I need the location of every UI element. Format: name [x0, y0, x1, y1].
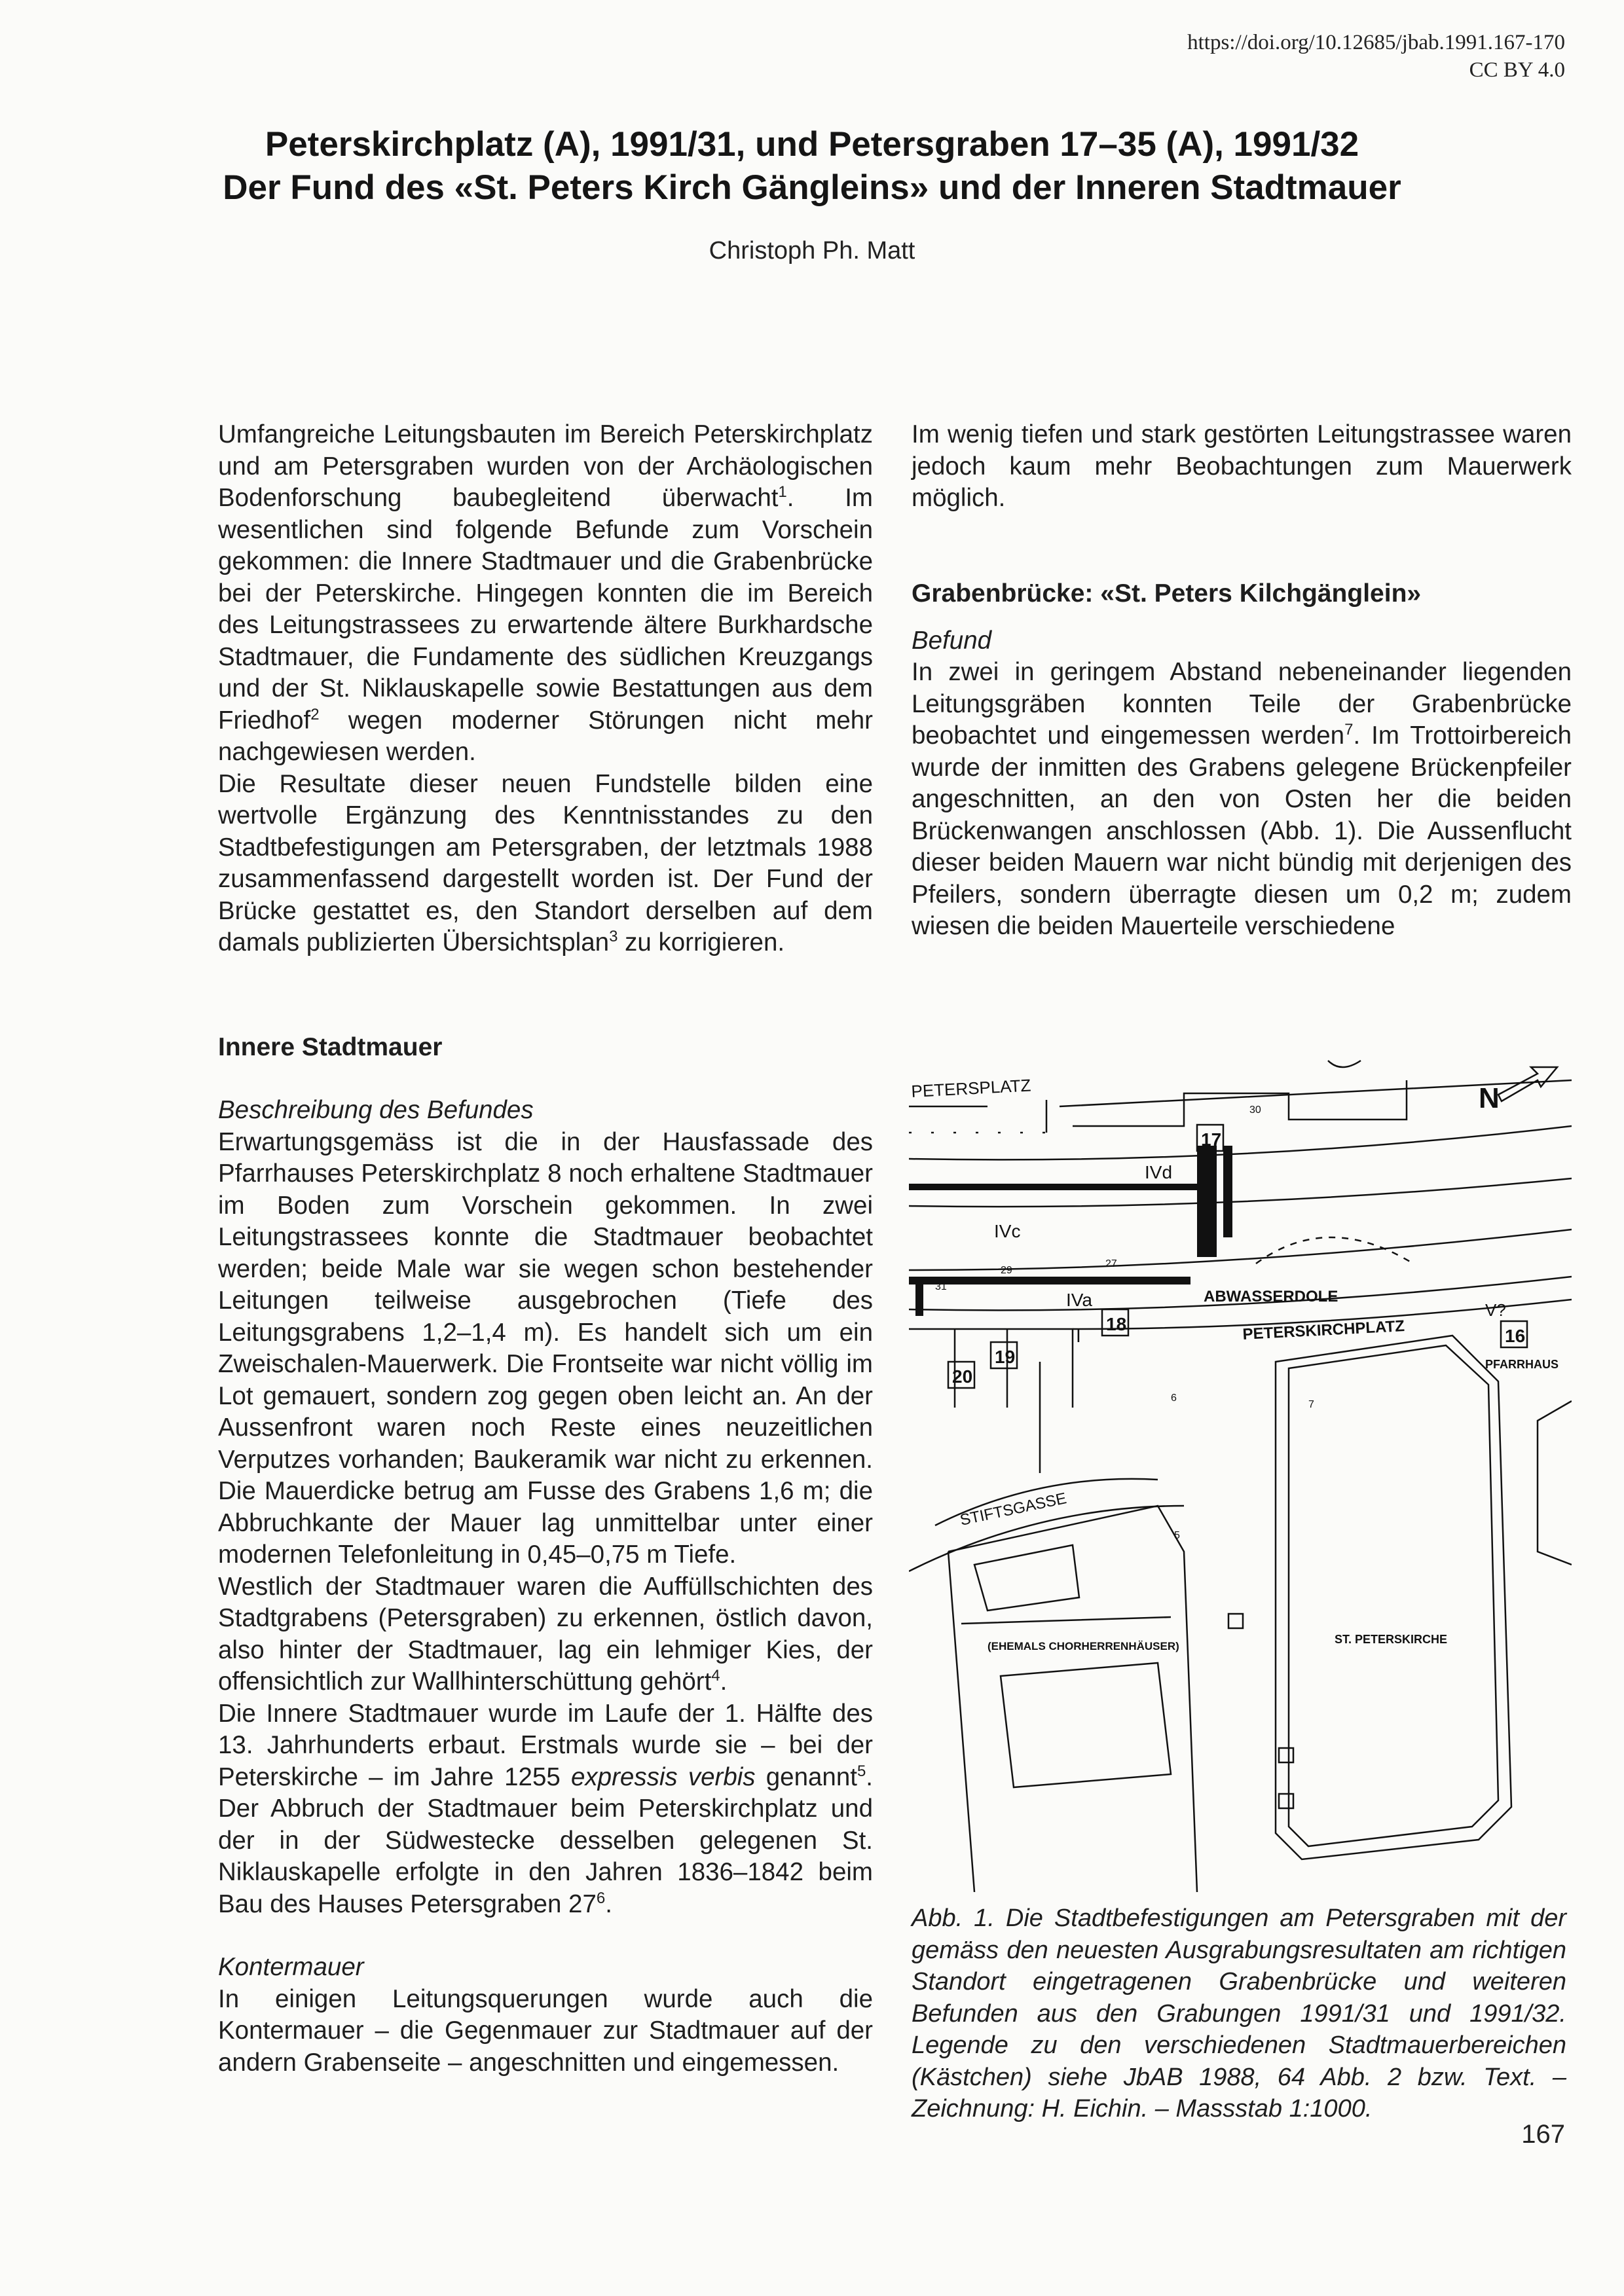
stadtmauer-column	[218, 1032, 873, 2079]
footnote-ref: 2	[310, 705, 320, 723]
page-number: 167	[1521, 2120, 1565, 2149]
label-ivc: IVc	[994, 1221, 1021, 1241]
label-chorherrenhaeuser: (EHEMALS CHORHERRENHÄUSER)	[987, 1640, 1179, 1652]
label-stiftsgasse: STIFTSGASSE	[958, 1489, 1069, 1529]
label-peterskirchplatz: PETERSKIRCHPLATZ	[1242, 1317, 1405, 1343]
label-v: V?	[1485, 1300, 1506, 1320]
stadtmauer-paragraph-1: Erwartungsgemäss ist die in der Hausfassade des Pfarrhauses Peterskirchplatz 8 noch erhaltene Stadtmauer im Boden zum Vorschein gekommen. In zwei Leitungstrassees konnte die Stadtmauer beobachtet werden; beide Male war sie wegen schon bestehender Leitungen teilweise ausgebrochen (Tiefe des Leitungsgrabens 1,2–1,4 m). Es handelt sich um ein Zweischalen-Mauerwerk. Die Frontseite war nicht völlig im Lot gemauert, sondern zog gegen oben leicht an. An der Aussenfront waren noch Reste eines neuzeitlichen Verputzes vorhanden; Baukeramik war nicht zu erkennen. Die Mauerdicke betrug am Fusse des Grabens 1,6 m; die Abbruchkante der Mauer lag unmittelbar unter einer modernen Telefonleitung in 0,45–0,75 m Tiefe.	[218, 1127, 873, 1569]
subheading-kontermauer: Kontermauer	[218, 1953, 364, 1981]
bridge-wall-horizontal-2	[909, 1277, 1190, 1285]
author-name: Christoph Ph. Matt	[709, 237, 915, 264]
site-plan-figure	[909, 1054, 1572, 1892]
intro-column	[218, 419, 873, 959]
marker-square	[1228, 1614, 1243, 1628]
label-n5: 5	[1174, 1530, 1180, 1541]
marker-square	[1279, 1794, 1293, 1808]
arc-top	[1328, 1061, 1361, 1067]
label-pfarrhaus: PFARRHAUS	[1485, 1358, 1559, 1371]
label-ivd: IVd	[1145, 1162, 1173, 1182]
section-heading-stadtmauer: Innere Stadtmauer	[218, 1033, 443, 1061]
title-line-1: Peterskirchplatz (A), 1991/31, und Petersgraben 17–35 (A), 1991/32	[265, 125, 1359, 164]
bridge-wall-vertical	[1223, 1146, 1232, 1237]
graben-line-lower	[909, 1178, 1572, 1207]
church-inner	[1289, 1345, 1498, 1846]
doi-header	[1187, 29, 1565, 84]
label-n7: 7	[1308, 1399, 1314, 1410]
label-n30: 30	[1249, 1104, 1261, 1116]
box-label-20: 20	[952, 1366, 973, 1387]
label-iva: IVa	[1066, 1290, 1092, 1310]
label-n29: 29	[1001, 1265, 1012, 1276]
footnote-ref: 7	[1344, 721, 1354, 739]
chorherren-block	[948, 1506, 1197, 1892]
subheading-beschreibung: Beschreibung des Befundes	[218, 1096, 534, 1124]
intro-paragraph-2: Die Resultate dieser neuen Fundstelle bilden eine wertvolle Ergänzung des Kenntnisstandes zu den Stadtbefestigungen am Petersgraben, der letztmals 1988 zusammenfassend dargestellt worden ist. Der Fund der Brücke gestattet es, den Standort derselben auf dem damals publizierten Übersichtsplan$^3$ zu korrigieren.	[218, 769, 873, 957]
label-n31: 31	[935, 1281, 947, 1292]
chorherren-inner	[974, 1545, 1171, 1787]
bridge-pier	[1197, 1146, 1217, 1257]
north-label: N	[1479, 1082, 1500, 1114]
footnote-ref: 4	[711, 1667, 720, 1685]
footnote-ref: 6	[596, 1889, 606, 1907]
stadtmauer-paragraph-3: Die Innere Stadtmauer wurde im Laufe der 1. Hälfte des 13. Jahrhunderts erbaut. Erstmals wurde sie – bei der Peterskirche – im Jahre 1255 expressis verbis genannt$^5$. Der Abbruch der Stadtmauer beim Peterskirchplatz und der in der Südwestecke desselben gelegenen St. Niklauskapelle erfolgte in den Jahren 1836–1842 beim Bau des Hauses Petersgraben $27^6$.	[218, 1699, 873, 1918]
license-label: CC BY 4.0	[1469, 58, 1565, 82]
graben-line-upper	[909, 1126, 1572, 1159]
bridge-wall-left	[915, 1277, 923, 1316]
right-top-column	[912, 419, 1572, 943]
right-paragraph-2: In zwei in geringem Abstand nebeneinander liegenden Leitungsgräben konnten Teile der Grabenbrücke beobachtet und eingemessen werden$^7$. Im Trottoirbereich wurde der inmitten des Grabens gelegene Brückenpfeiler angeschnitten, an den von Osten her die beiden Brückenwangen anschlossen (Abb. 1). Die Aussenflucht dieser beiden Mauern war nicht bündig mit derjenigen des Pfeilers, sondern überragte diesen um 0,2 m; zudem wiesen die beiden Mauerteile verschiedene	[912, 658, 1572, 940]
stadtmauer-paragraph-4: In einigen Leitungsquerungen wurde auch die Kontermauer – die Gegenmauer zur Stadtmauer auf der andern Grabenseite – angeschnitten und eingemessen.	[218, 1984, 873, 2077]
figure-caption: Abb. 1. Die Stadtbefestigungen am Petersgraben mit der gemäss den neuesten Ausgrabungsresultaten am richtigen Standort eingetragenen Grabenbrücke und weiteren Befunden aus den Grabungen 1991/31 und 1991/32. Legende zu den verschiedenen Stadtmauerbereichen (Kästchen) siehe JbAB 1988, 64 Abb. 2 bzw. Text. – Zeichnung: H. Eichin. – Massstab 1:1000.	[912, 1904, 1566, 2123]
marker-square	[1279, 1748, 1293, 1762]
box-label-19: 19	[995, 1347, 1016, 1367]
box-label-16: 16	[1505, 1326, 1526, 1346]
bridge-wall-horizontal	[909, 1184, 1210, 1190]
label-n6: 6	[1171, 1393, 1177, 1404]
north-arrow	[1479, 1067, 1557, 1114]
title-line-2: Der Fund des «St. Peters Kirch Gängleins» und der Inneren Stadtmauer	[223, 168, 1401, 207]
intro-paragraph-1: Umfangreiche Leitungsbauten im Bereich Peterskirchplatz und am Petersgraben wurden von der Archäologischen Bodenforschung baubegleitend überwacht$^1$. Im wesentlichen sind folgende Befunde zum Vorschein gekommen: die Innere Stadtmauer und die Grabenbrücke bei der Peterskirche. Hingegen konnten die im Bereich des Leitungstrassees zu erwartende ältere Burkhardsche Stadtmauer, die Fundamente des südlichen Kreuzgangs und der St. Niklauskapelle sowie Bestattungen aus dem Friedhof$^2$ wegen moderner Störungen nicht mehr nachgewiesen werden.	[218, 420, 873, 766]
label-st-peterskirche: ST. PETERSKIRCHE	[1335, 1633, 1448, 1646]
doi-link[interactable]: https://doi.org/10.12685/jbab.1991.167-170	[1187, 31, 1565, 54]
right-edge-house	[1538, 1401, 1572, 1565]
right-paragraph-1: Im wenig tiefen und stark gestörten Leitungstrassee waren jedoch kaum mehr Beobachtungen zum Mauerwerk möglich.	[912, 420, 1572, 512]
church-outline	[1276, 1336, 1511, 1859]
label-petersplatz: PETERSPLATZ	[910, 1075, 1032, 1101]
label-i: I	[1076, 1326, 1081, 1346]
label-abwasserdole: ABWASSERDOLE	[1204, 1288, 1338, 1305]
box-label-18: 18	[1106, 1314, 1127, 1334]
stadtmauer-paragraph-2: Westlich der Stadtmauer waren die Auffüllschichten des Stadtgrabens (Petersgraben) zu erkennen, östlich davon, also hinter der Stadtmauer, lag ein lehmiger Kies, der offensichtlich zur Wallhinterschüttung gehört$^4$.	[218, 1572, 873, 1696]
label-n27: 27	[1105, 1258, 1117, 1269]
footnote-ref: 5	[857, 1762, 866, 1780]
footnote-ref: 1	[778, 483, 787, 501]
stiftsgasse-line-2	[909, 1506, 1184, 1571]
dashed-arc	[1256, 1237, 1413, 1264]
box-label-17: 17	[1201, 1129, 1222, 1150]
footnote-ref: 3	[609, 928, 618, 946]
section-heading-grabenbruecke: Grabenbrücke: «St. Peters Kilchgänglein»	[912, 579, 1422, 608]
subheading-befund: Befund	[912, 626, 992, 655]
article-title	[118, 123, 1506, 210]
